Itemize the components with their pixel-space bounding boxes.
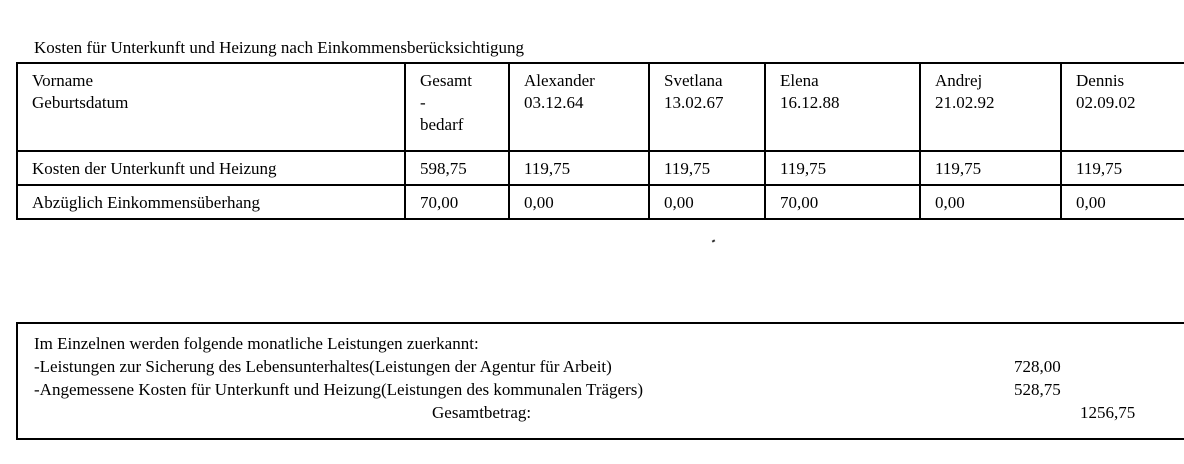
header-person-cell	[1061, 63, 1184, 151]
person-name: Dennis	[1076, 71, 1125, 90]
benefits-summary-box	[16, 322, 1184, 440]
summary-item-amount: 528,75	[1014, 380, 1061, 399]
row-value: 0,00	[649, 185, 765, 219]
row-value: 0,00	[509, 185, 649, 219]
row-value: 119,75	[649, 151, 765, 185]
person-birthdate: 16.12.88	[780, 93, 840, 112]
row-value: 119,75	[765, 151, 920, 185]
table-header-row	[17, 63, 1184, 151]
header-total-line3: bedarf	[420, 115, 464, 134]
summary-total-amount: 1256,75	[1080, 403, 1136, 422]
row-label: Kosten der Unterkunft und Heizung	[17, 151, 405, 185]
header-first-name-label: Vorname	[32, 71, 94, 90]
summary-item-label: -Angemessene Kosten für Unterkunft und Heizung(Leistungen des kommunalen Trägers)	[34, 380, 644, 399]
header-person-cell	[765, 63, 920, 151]
row-value: 0,00	[1061, 185, 1184, 219]
person-name: Andrej	[935, 71, 983, 90]
person-birthdate: 02.09.02	[1076, 93, 1136, 112]
row-total: 70,00	[405, 185, 509, 219]
person-birthdate: 21.02.92	[935, 93, 995, 112]
row-value: 119,75	[1061, 151, 1184, 185]
header-person-cell	[920, 63, 1061, 151]
person-name: Svetlana	[664, 71, 723, 90]
person-birthdate: 13.02.67	[664, 93, 724, 112]
header-total-cell	[405, 63, 509, 151]
person-birthdate: 03.12.64	[524, 93, 584, 112]
row-value: 0,00	[920, 185, 1061, 219]
summary-item-amount: 728,00	[1014, 357, 1061, 376]
row-value: 119,75	[920, 151, 1061, 185]
header-person-cell	[649, 63, 765, 151]
summary-item-label: -Leistungen zur Sicherung des Lebensunterhaltes(Leistungen der Agentur für Arbeit)	[34, 357, 612, 376]
table-row	[17, 185, 1184, 219]
row-label: Abzüglich Einkommensüberhang	[17, 185, 405, 219]
scan-speck	[712, 239, 716, 242]
person-name: Elena	[780, 71, 819, 90]
header-person-cell	[509, 63, 649, 151]
header-label-cell	[17, 63, 405, 151]
header-total-line2: -	[420, 93, 426, 112]
table-row	[17, 151, 1184, 185]
row-total: 598,75	[405, 151, 509, 185]
row-value: 119,75	[509, 151, 649, 185]
cost-table	[16, 62, 1184, 220]
document-title: Kosten für Unterkunft und Heizung nach Einkommensberücksichtigung	[34, 38, 525, 57]
header-birthdate-label: Geburtsdatum	[32, 93, 129, 112]
row-value: 70,00	[765, 185, 920, 219]
header-total-line1: Gesamt	[420, 71, 472, 90]
person-name: Alexander	[524, 71, 595, 90]
summary-intro: Im Einzelnen werden folgende monatliche Leistungen zuerkannt:	[34, 334, 479, 353]
summary-total-label: Gesamtbetrag:	[432, 403, 532, 422]
